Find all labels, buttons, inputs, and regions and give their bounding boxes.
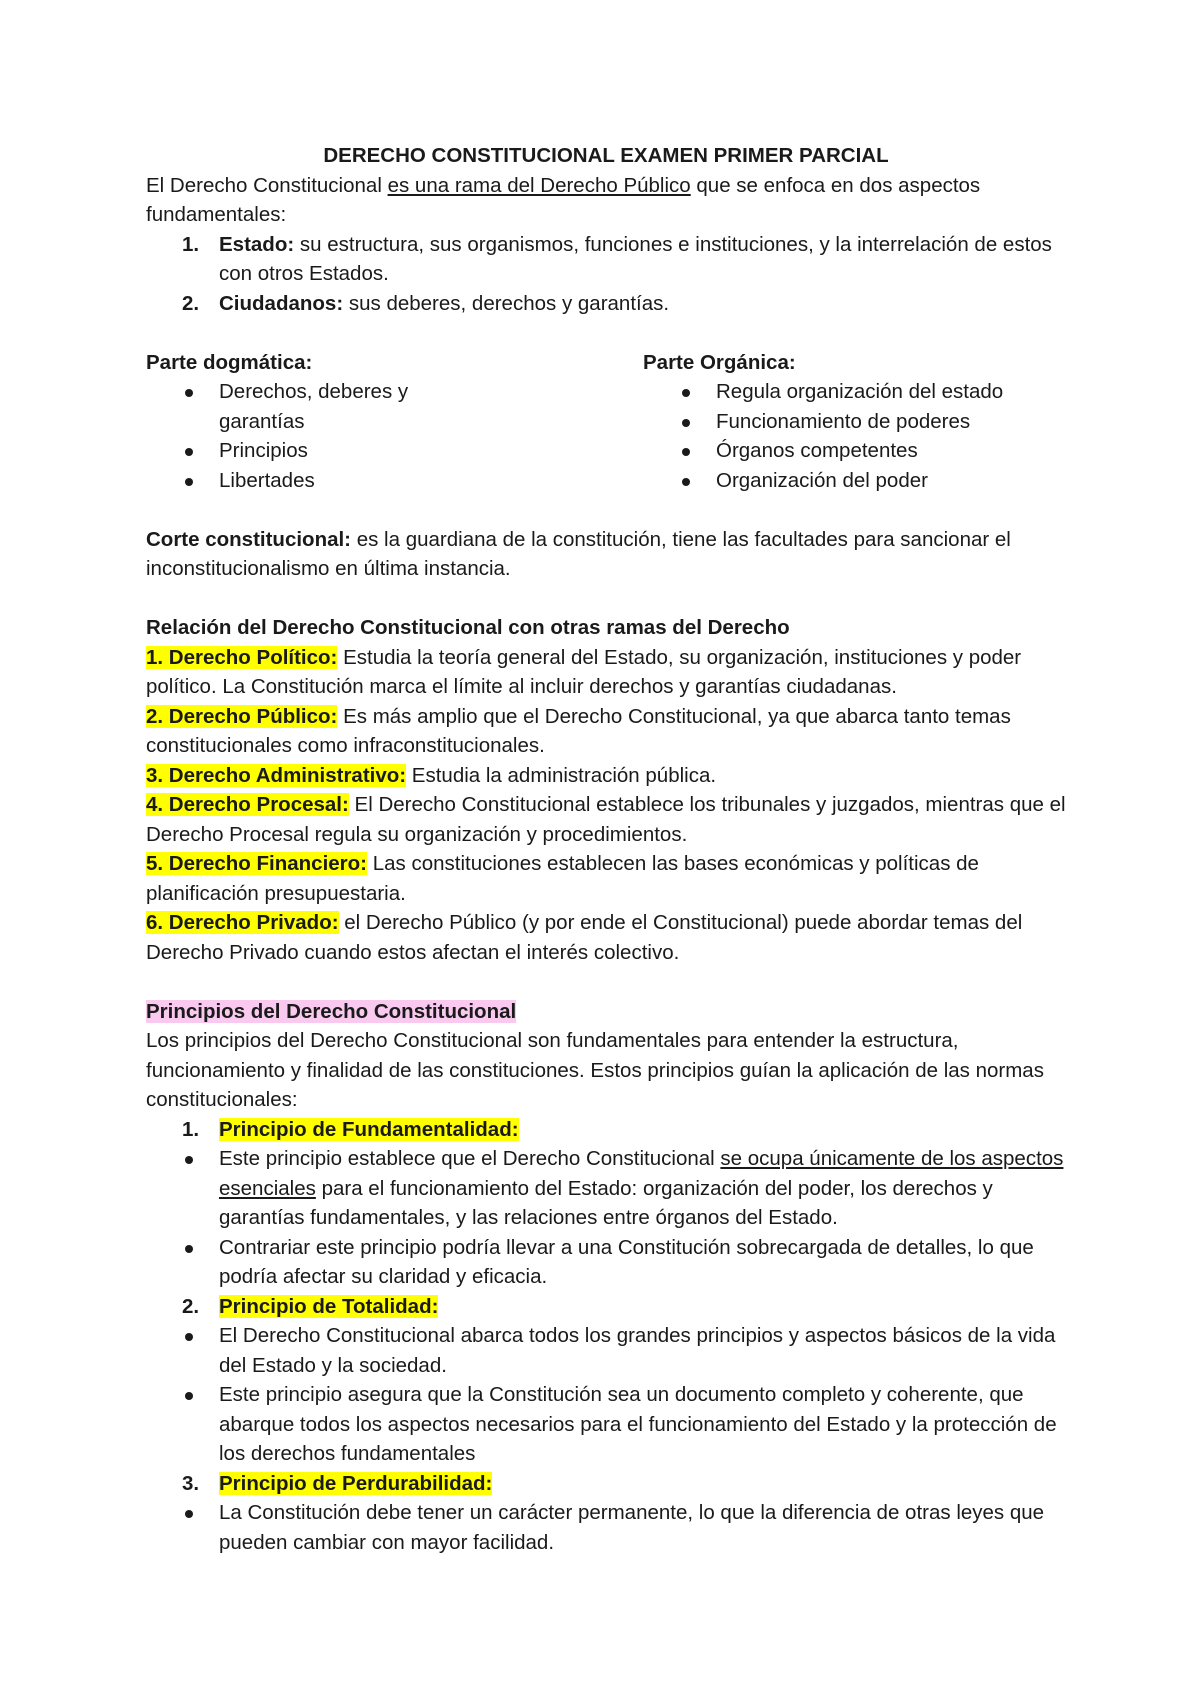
principio-bullets — [146, 1321, 1066, 1469]
relacion-label: 1. Derecho Político: — [146, 645, 338, 669]
spacer — [146, 318, 1066, 348]
aspect-text: sus deberes, derechos y garantías. — [343, 291, 670, 315]
relacion-item — [146, 761, 1066, 791]
organica-list — [643, 377, 1066, 495]
list-item: Organización del poder — [716, 466, 1066, 496]
list-item: Órganos competentes — [716, 436, 1066, 466]
corte-text: es la guardiana de la constitución, tiene las facultades para sancionar el inconstitucionalismo en última instancia. — [146, 527, 1011, 580]
intro-paragraph — [146, 171, 1066, 230]
relacion-item — [146, 643, 1066, 702]
aspect-item — [182, 289, 1066, 319]
aspect-item — [182, 230, 1066, 289]
relacion-text: El Derecho Constitucional establece los tribunales y juzgados, mientras que el Derecho Procesal regula su organización y procedimientos. — [146, 793, 1066, 846]
relacion-item — [146, 849, 1066, 908]
principio-heading — [182, 1115, 1066, 1145]
relacion-text: Es más amplio que el Derecho Constitucional, ya que abarca tanto temas constitucionales como infraconstitucionales. — [146, 704, 1011, 757]
list-number: 3. — [182, 1471, 200, 1495]
relacion-item — [146, 908, 1066, 967]
dogmatica-heading: Parte dogmática: — [146, 350, 313, 374]
document-body — [146, 141, 1066, 1557]
intro-underlined-text: es una rama del Derecho Público — [387, 173, 691, 197]
principio-bullets — [146, 1498, 1066, 1557]
relacion-label: 6. Derecho Privado: — [146, 911, 339, 934]
corte-paragraph — [146, 525, 1066, 584]
list-item: Derechos, deberes y garantías — [219, 377, 439, 436]
list-number: 1. — [182, 232, 200, 256]
principios-heading — [146, 997, 1066, 1027]
intro-text: El Derecho Constitucional — [146, 173, 388, 197]
relacion-text: Estudia la teoría general del Estado, su organización, instituciones y poder político. La Constitución marca el límite al incluir derechos y garantías ciudadanas. — [146, 645, 1022, 698]
relacion-text: el Derecho Público (y por ende el Constitucional) puede abordar temas del Derecho Privado cuando estos afectan el interés colectivo. — [146, 911, 1023, 964]
document-title: DERECHO CONSTITUCIONAL EXAMEN PRIMER PARCIAL — [323, 144, 889, 167]
relacion-label: 5. Derecho Financiero: — [146, 852, 368, 875]
relacion-heading — [146, 613, 1066, 643]
list-item — [219, 1144, 1066, 1233]
dogmatica-list — [146, 377, 643, 495]
aspect-label: Estado: — [219, 232, 295, 256]
list-item: Regula organización del estado — [716, 377, 1066, 407]
list-number: 2. — [182, 291, 200, 315]
principios-intro: Los principios del Derecho Constitucional son fundamentales para entender la estructura, funcionamiento y finalidad de las constituciones. Estos principios guían la aplicación de las normas constitucionales: — [146, 1029, 1044, 1111]
list-item: El Derecho Constitucional abarca todos los grandes principios y aspectos básicos de la vida del Estado y la sociedad. — [219, 1321, 1066, 1380]
list-item: La Constitución debe tener un carácter permanente, lo que la diferencia de otras leyes que pueden cambiar con mayor facilidad. — [219, 1498, 1066, 1557]
relacion-text: Estudia la administración pública. — [406, 763, 717, 787]
list-item: Funcionamiento de poderes — [716, 407, 1066, 437]
principio-title: Principio de Fundamentalidad: — [219, 1117, 519, 1141]
bullet-text-end: para el funcionamiento del Estado: organización del poder, los derechos y garantías fundamentales, y las relaciones entre órganos del Estado. — [219, 1176, 993, 1229]
bullet-text: Este principio establece que el Derecho Constitucional — [219, 1147, 721, 1170]
list-number: 1. — [182, 1117, 200, 1141]
list-item: Libertades — [219, 466, 439, 496]
intro-text-end: que se enfoca en dos aspectos fundamentales: — [146, 173, 981, 226]
organica-heading: Parte Orgánica: — [643, 350, 796, 374]
relacion-item — [146, 702, 1066, 761]
relacion-text: Las constituciones establecen las bases económicas y políticas de planificación presupuestaria. — [146, 852, 979, 905]
spacer — [146, 967, 1066, 997]
list-item: Este principio asegura que la Constitución sea un documento completo y coherente, que abarque todos los aspectos necesarios para el funcionamiento del Estado y la protección de los derechos fundamentales — [219, 1380, 1066, 1469]
organica-column — [643, 348, 1066, 496]
bullet-underlined-text: se ocupa únicamente de los aspectos esenciales — [219, 1147, 1064, 1200]
principio-heading — [182, 1469, 1066, 1499]
aspect-text: su estructura, sus organismos, funciones e instituciones, y la interrelación de estos con otros Estados. — [219, 232, 1052, 285]
relacion-label: 4. Derecho Procesal: — [146, 793, 349, 816]
principios-heading-text: Principios del Derecho Constitucional — [146, 999, 517, 1023]
principio-title: Principio de Perdurabilidad: — [219, 1471, 493, 1495]
relacion-label: 3. Derecho Administrativo: — [146, 763, 407, 787]
list-item: Principios — [219, 436, 439, 466]
spacer — [146, 495, 1066, 525]
dogmatica-column — [146, 348, 643, 496]
aspects-list — [146, 230, 1066, 319]
principio-bullets — [146, 1144, 1066, 1292]
corte-label: Corte constitucional: — [146, 527, 352, 551]
relacion-heading-text: Relación del Derecho Constitucional con otras ramas del Derecho — [146, 616, 790, 639]
list-number: 2. — [182, 1294, 200, 1318]
parts-columns — [146, 348, 1066, 496]
principio-title: Principio de Totalidad: — [219, 1294, 439, 1318]
relacion-item — [146, 790, 1066, 849]
relacion-label: 2. Derecho Público: — [146, 704, 338, 728]
list-item: Contrariar este principio podría llevar a una Constitución sobrecargada de detalles, lo que podría afectar su claridad y eficacia. — [219, 1233, 1066, 1292]
spacer — [146, 584, 1066, 614]
principio-heading — [182, 1292, 1066, 1322]
aspect-label: Ciudadanos: — [219, 291, 344, 315]
